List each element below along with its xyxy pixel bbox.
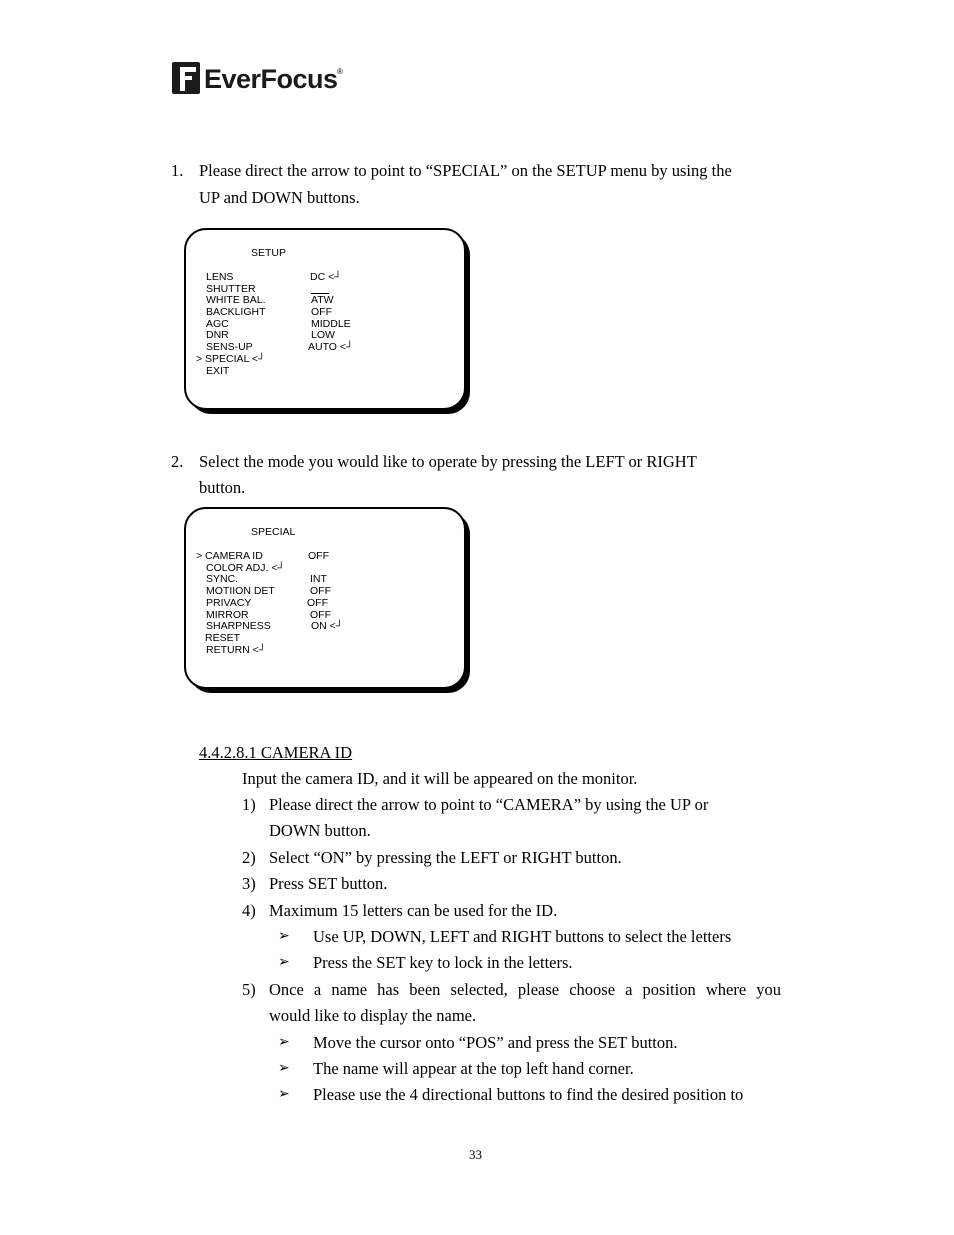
arrow-bullet-icon: ➢ <box>278 1060 290 1076</box>
step2-text-line2: button. <box>199 478 246 497</box>
arrow-bullet-icon: ➢ <box>278 928 290 944</box>
item4-number: 4) <box>242 901 256 920</box>
special-row-label-selected: > CAMERA ID <box>196 550 263 562</box>
item4-text: Maximum 15 letters can be used for the ID. <box>269 901 558 920</box>
setup-row-label: EXIT <box>206 365 230 377</box>
special-row-label: SYNC. <box>206 573 239 585</box>
special-row-value: OFF <box>308 550 329 562</box>
item4-bullet-text: Use UP, DOWN, LEFT and RIGHT buttons to select the letters <box>313 927 732 946</box>
setup-row-label: AGC <box>206 318 229 330</box>
step1-number: 1. <box>171 161 184 180</box>
setup-row-label: SHUTTER <box>206 283 256 295</box>
setup-row-value: LOW <box>311 329 335 341</box>
special-row-value: ON <┘ <box>311 620 344 632</box>
special-row-label: SHARPNESS <box>206 620 271 632</box>
section-intro: Input the camera ID, and it will be appeared on the monitor. <box>242 769 638 788</box>
special-row-value: OFF <box>307 597 328 609</box>
setup-row-label-selected: > SPECIAL <┘ <box>196 353 266 365</box>
page-number: 33 <box>469 1147 482 1162</box>
setup-row-value: MIDDLE <box>311 318 351 330</box>
setup-row-label: WHITE BAL. <box>206 294 266 306</box>
setup-row-label: DNR <box>206 329 229 341</box>
step2-number: 2. <box>171 452 184 471</box>
item5-number: 5) <box>242 980 256 999</box>
setup-row-value: AUTO <┘ <box>308 341 354 353</box>
arrow-bullet-icon: ➢ <box>278 1034 290 1050</box>
item5-bullet-text: Please use the 4 directional buttons to find the desired position to <box>313 1085 744 1104</box>
section-heading: 4.4.2.8.1 CAMERA ID <box>199 743 353 762</box>
special-row-label: RESET <box>205 632 241 644</box>
everfocus-logo-icon <box>171 61 201 95</box>
item5-bullet-text: The name will appear at the top left hand corner. <box>313 1059 634 1078</box>
arrow-bullet-icon: ➢ <box>278 1086 290 1102</box>
arrow-bullet-icon: ➢ <box>278 954 290 970</box>
setup-row-value: DC <┘ <box>310 271 342 283</box>
item1-text-line1: Please direct the arrow to point to “CAMERA” by using the UP or <box>269 795 709 814</box>
item5-text-line1: Once a name has been selected, please choose a position where you <box>269 980 781 999</box>
setup-row-value: ATW <box>311 294 334 306</box>
step1-text-line2: UP and DOWN buttons. <box>199 188 360 207</box>
special-row-value: INT <box>310 573 327 585</box>
item3-number: 3) <box>242 874 256 893</box>
logo-text: EverFocus <box>204 64 338 94</box>
item1-text-line2: DOWN button. <box>269 821 371 840</box>
special-row-label: MOTIION DET <box>206 585 275 597</box>
logo-registered-mark: ® <box>337 67 343 76</box>
special-row-label: RETURN <┘ <box>206 644 267 656</box>
item2-number: 2) <box>242 848 256 867</box>
special-row-value: OFF <box>310 585 331 597</box>
special-row-label: COLOR ADJ. <┘ <box>206 562 285 574</box>
special-row-label: PRIVACY <box>206 597 252 609</box>
item4-bullet-text: Press the SET key to lock in the letters. <box>313 953 573 972</box>
setup-row-value: OFF <box>311 306 332 318</box>
item3-text: Press SET button. <box>269 874 388 893</box>
setup-row-label: BACKLIGHT <box>206 306 266 318</box>
setup-row-label: LENS <box>206 271 234 283</box>
special-menu-title: SPECIAL <box>251 526 296 538</box>
item1-number: 1) <box>242 795 256 814</box>
special-row-value: OFF <box>310 609 331 621</box>
setup-row-label: SENS-UP <box>206 341 253 353</box>
special-row-label: MIRROR <box>206 609 249 621</box>
item5-text-line2: would like to display the name. <box>269 1006 477 1025</box>
item5-bullet-text: Move the cursor onto “POS” and press the SET button. <box>313 1033 678 1052</box>
step2-text-line1: Select the mode you would like to operate by pressing the LEFT or RIGHT <box>199 452 697 471</box>
step1-text-line1: Please direct the arrow to point to “SPECIAL” on the SETUP menu by using the <box>199 161 732 180</box>
item2-text: Select “ON” by pressing the LEFT or RIGHT button. <box>269 848 622 867</box>
setup-menu-title: SETUP <box>251 247 287 259</box>
